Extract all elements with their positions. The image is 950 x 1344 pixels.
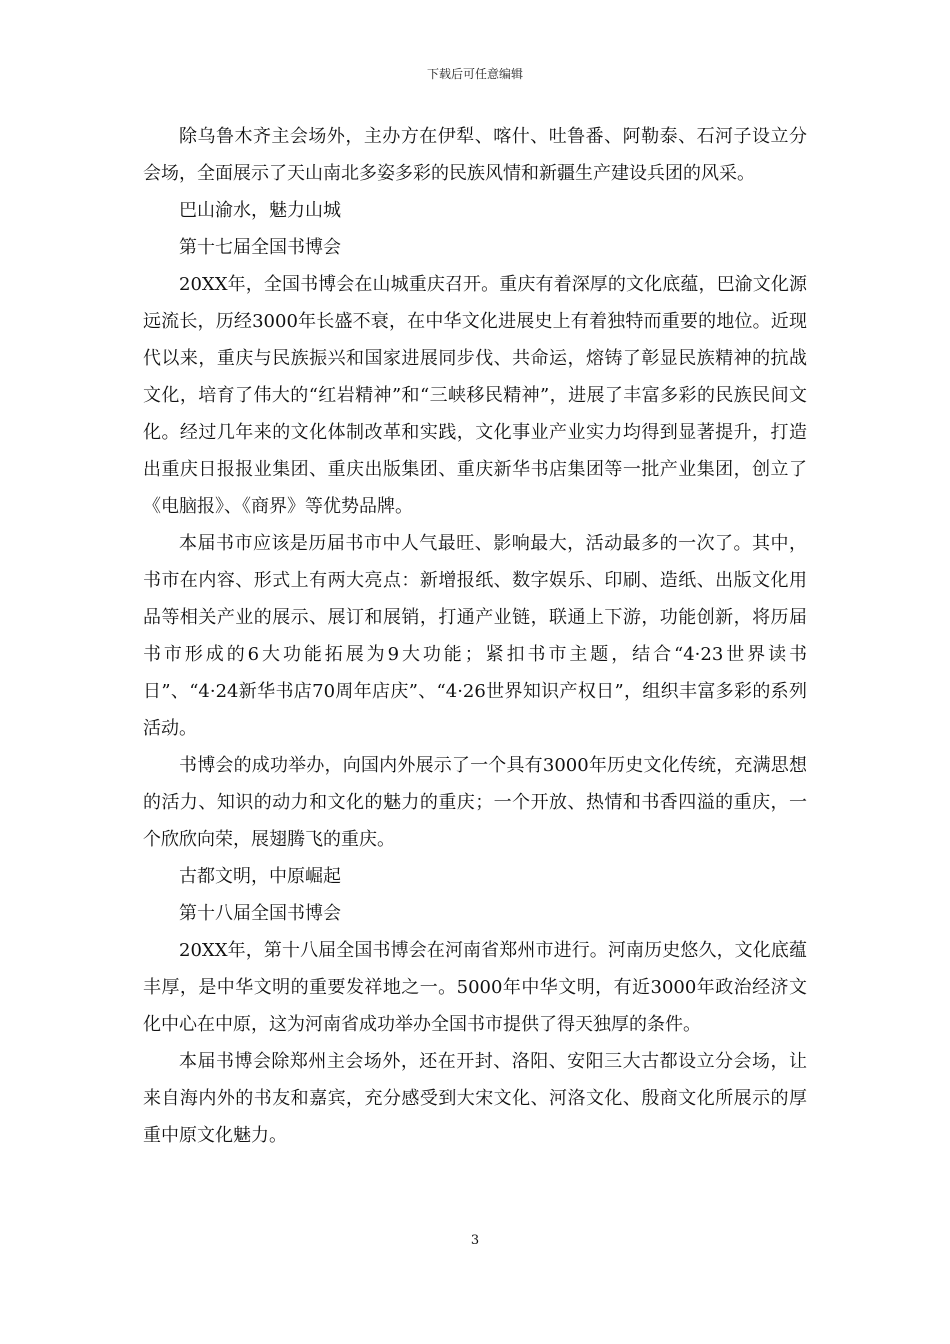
document-body — [143, 118, 807, 1154]
paragraph-chongqing-culture: 20XX年，全国书博会在山城重庆召开。重庆有着深厚的文化底蕴，巴渝文化源远流长，历经3000年长盛不衰，在中华文化进展史上有着独特而重要的地位。近现代以来，重庆与民族振兴和国家进展同步伐、共命运，熔铸了彰显民族精神的抗战文化，培育了伟大的“红岩精神”和“三峡移民精神”，进展了丰富多彩的民族民间文化。经过几年来的文化体制改革和实践，文化事业产业实力均得到显著提升，打造出重庆日报报业集团、重庆出版集团、重庆新华书店集团等一批产业集团，创立了《电脑报》、《商界》等优势品牌。 — [143, 274, 807, 517]
heading-zhongyuan-motto: 古都文明，中原崛起 — [179, 866, 341, 887]
paragraph-xinjiang-venues: 除乌鲁木齐主会场外，主办方在伊犁、喀什、吐鲁番、阿勒泰、石河子设立分会场，全面展示了天山南北多姿多彩的民族风情和新疆生产建设兵团的风采。 — [143, 126, 807, 184]
heading-chongqing-motto: 巴山渝水，魅力山城 — [179, 200, 341, 221]
heading-17th-book-expo: 第十七届全国书博会 — [179, 237, 341, 258]
page-number: 3 — [470, 1233, 480, 1248]
paragraph-henan-history: 20XX年，第十八届全国书博会在河南省郑州市进行。河南历史悠久，文化底蕴丰厚，是中华文明的重要发祥地之一。5000年中华文明，有近3000年政治经济文化中心在中原，这为河南省成功举办全国书市提供了得天独厚的条件。 — [143, 940, 807, 1035]
paragraph-henan-venues: 本届书博会除郑州主会场外，还在开封、洛阳、安阳三大古都设立分会场，让来自海内外的书友和嘉宾，充分感受到大宋文化、河洛文化、殷商文化所展示的厚重中原文化魅力。 — [143, 1051, 807, 1146]
heading-18th-book-expo: 第十八届全国书博会 — [179, 903, 341, 924]
page-header: 下载后可任意编辑 — [426, 67, 523, 81]
paragraph-book-fair-highlights: 本届书市应该是历届书市中人气最旺、影响最大，活动最多的一次了。其中，书市在内容、形式上有两大亮点：新增报纸、数字娱乐、印刷、造纸、出版文化用品等相关产业的展示、展订和展销，打通产业链，联通上下游，功能创新，将历届书市形成的6大功能拓展为9大功能；紧扣书市主题，结合“4·23世界读书日”、“4·24新华书店70周年店庆”、“4·26世界知识产权日”，组织丰富多彩的系列活动。 — [143, 533, 807, 739]
paragraph-expo-success: 书博会的成功举办，向国内外展示了一个具有3000年历史文化传统，充满思想的活力、知识的动力和文化的魅力的重庆；一个开放、热情和书香四溢的重庆，一个欣欣向荣，展翅腾飞的重庆。 — [143, 755, 807, 850]
